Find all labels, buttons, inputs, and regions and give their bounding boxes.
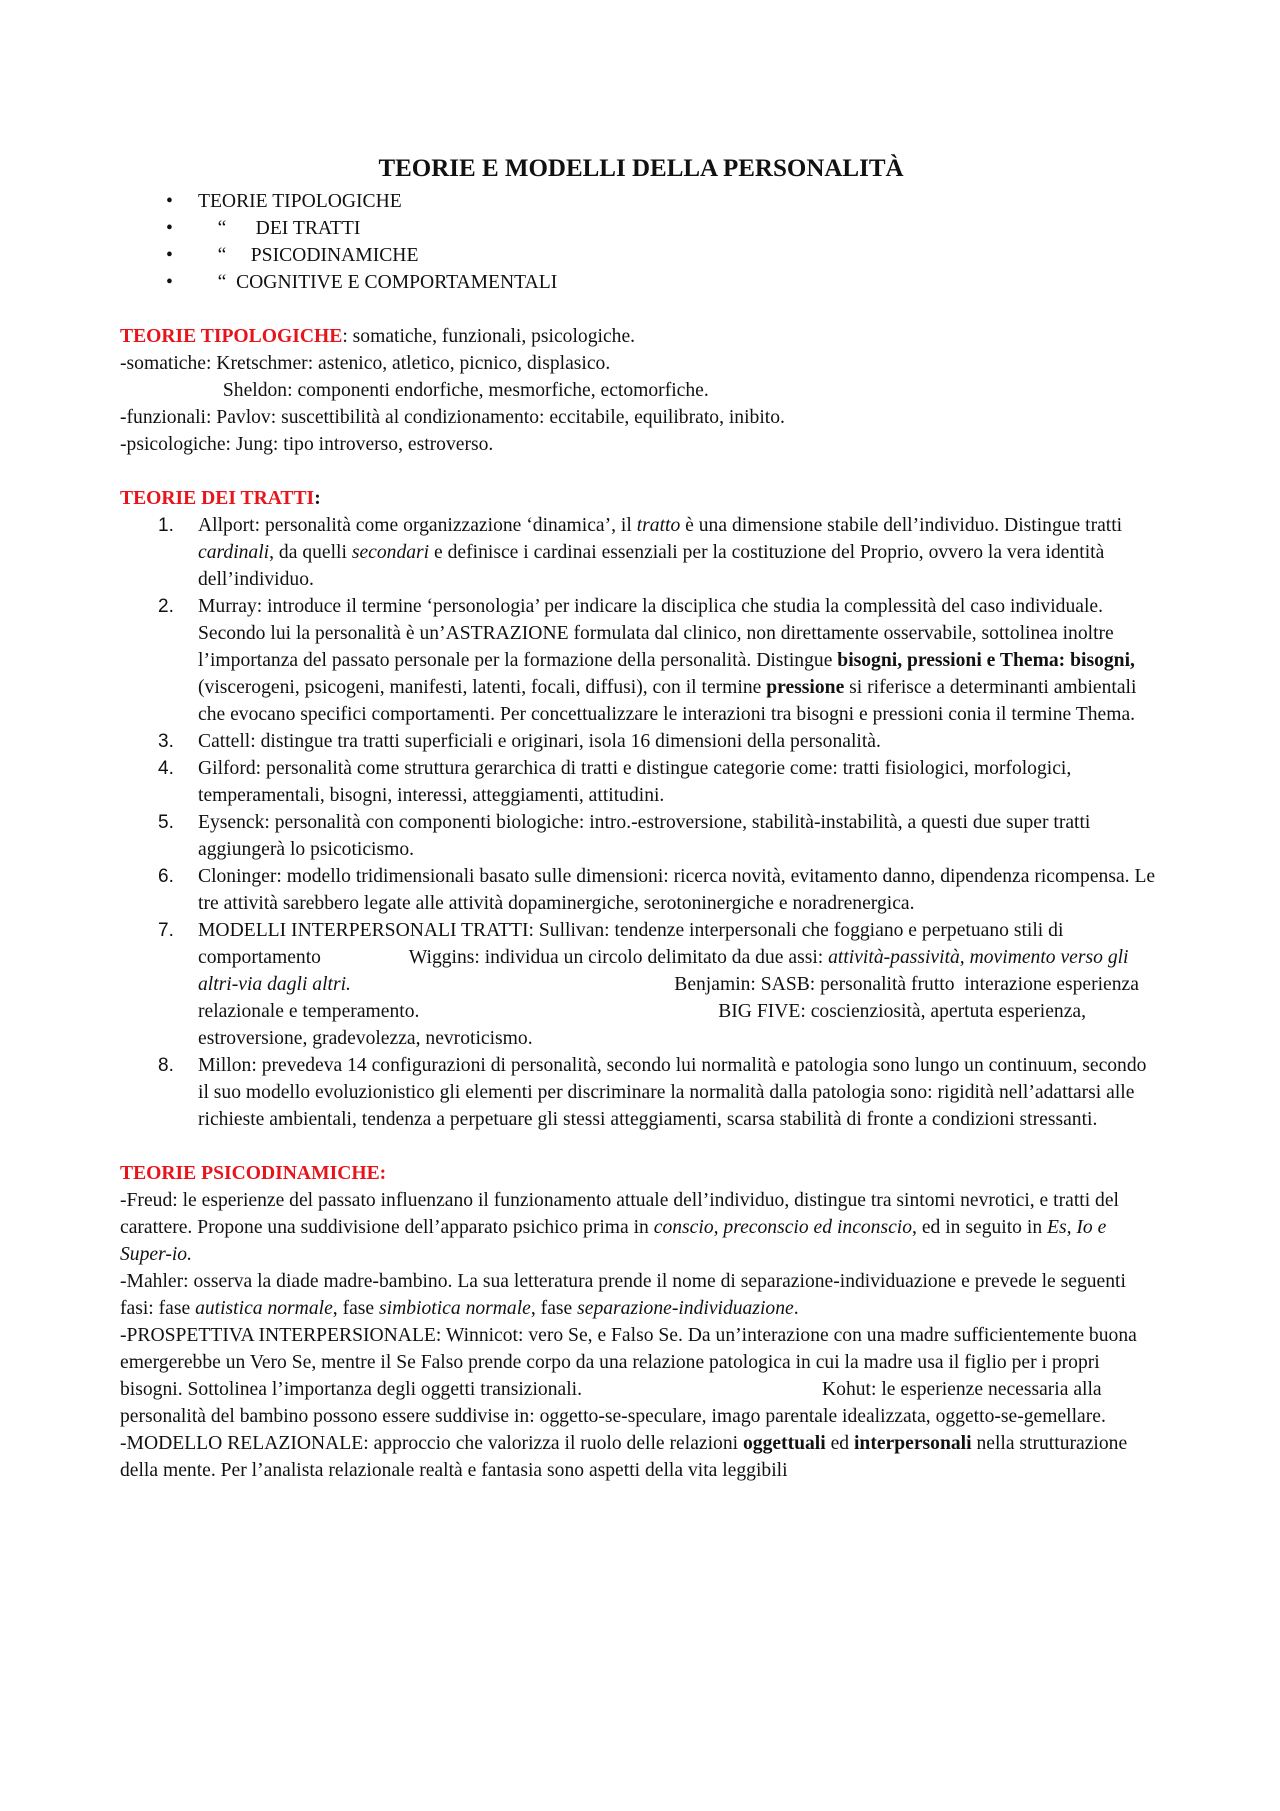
text-line: -somatiche: Kretschmer: astenico, atletico, picnico, displasico. (120, 353, 611, 374)
bullet-icon: • (166, 191, 173, 212)
text-run: MODELLI INTERPERSONALI TRATTI: Sullivan: tendenze interpersonali che foggiano e perpetuano stili di comportamento Wiggins: individua un circolo delimitato da due assi: (198, 920, 1069, 968)
bold-text: bisogni, pressioni e Thema: bisogni, (837, 650, 1135, 671)
bullet-icon: • (166, 272, 173, 293)
text-run: Allport: personalità come organizzazione ‘dinamica’, il (198, 515, 637, 536)
spacer (120, 1133, 1162, 1160)
italic-text: simbiotica normale (379, 1298, 531, 1319)
trait-item-text (198, 812, 1095, 860)
text-run: , ed in seguito in (912, 1217, 1048, 1238)
italic-text: autistica normale (195, 1298, 333, 1319)
text-run: Benjamin: SASB: personalità frutto interazione esperienza relazionale e temperamento. BIG FIVE: coscienziosità, apertuta esperienza, estroversione, gradevolezza, nevroticismo. (198, 974, 1144, 1049)
text-run: , da quelli (269, 542, 352, 563)
paragraph (120, 1322, 1162, 1430)
trait-item-text (198, 731, 881, 752)
bold-text: pressione (766, 677, 845, 698)
text-run: , fase (332, 1298, 380, 1319)
section-heading: TEORIE PSICODINAMICHE: (120, 1163, 387, 1184)
text-line: -funzionali: Pavlov: suscettibilità al condizionamento: eccitabile, equilibrato, inibito. (120, 407, 785, 428)
text-line: -psicologiche: Jung: tipo introverso, estroverso. (120, 434, 494, 455)
trait-item (120, 728, 1162, 755)
italic-text: secondari (351, 542, 430, 563)
list-number: 7. (158, 920, 174, 941)
italic-text: conscio, preconscio ed inconscio (653, 1217, 913, 1238)
page-title: TEORIE E MODELLI DELLA PERSONALITÀ (378, 155, 904, 182)
bullet-icon: • (166, 218, 173, 239)
list-number: 4. (158, 758, 174, 779)
spacer (120, 296, 1162, 323)
text-run: Murray: introduce il termine ‘personologia’ per indicare la disciplica che studia la complessità del caso individuale. Secondo lui la personalità è un’ASTRAZIONE formulata dal clinico, non direttamente osservabile, sottolinea inoltre l’importanza del passato personale per la formazione della personalità. Distingue (198, 596, 1119, 671)
outline-item-text: TEORIE TIPOLOGICHE (198, 191, 402, 212)
trait-item (120, 809, 1162, 863)
italic-text: Es, Io e Super-io. (120, 1217, 1112, 1265)
section-heading-rest: : somatiche, funzionali, psicologiche. (342, 326, 636, 347)
italic-text: separazione-individuazione (577, 1298, 794, 1319)
text-run: Eysenck: personalità con componenti biologiche: intro.-estroversione, stabilità-instabilità, a questi due super tratti aggiungerà lo psicoticismo. (198, 812, 1096, 860)
trait-item (120, 755, 1162, 809)
section-heading: TEORIE DEI TRATTI (120, 488, 315, 509)
list-number: 2. (158, 596, 174, 617)
trait-item-text (198, 758, 1076, 806)
list-number: 1. (158, 515, 174, 536)
text-run: Cattell: distingue tra tratti superficiali e originari, isola 16 dimensioni della personalità. (198, 731, 881, 752)
section-heading: TEORIE TIPOLOGICHE (120, 326, 343, 347)
text-run: ed (825, 1433, 854, 1454)
outline-item (120, 188, 1162, 215)
section-psicodinamiche (120, 1160, 1162, 1484)
spacer (120, 458, 1162, 485)
italic-text: cardinali (198, 542, 270, 563)
trait-item-text (198, 920, 1144, 1049)
trait-item (120, 593, 1162, 728)
outline-item-text: “ PSICODINAMICHE (198, 245, 419, 266)
trait-item (120, 512, 1162, 593)
text-run: Millon: prevedeva 14 configurazioni di personalità, secondo lui normalità e patologia sono lungo un continuum, secondo il suo modello evoluzionistico gli elementi per discriminare la normalità dalla patologia sono: rigidità nell’adattarsi alle richieste ambientali, tendenza a perpetuare gli stessi atteggiamenti, scarsa stabilità di fronte a condizioni stressanti. (198, 1055, 1152, 1130)
list-number: 5. (158, 812, 174, 833)
trait-item-text (198, 1055, 1151, 1130)
trait-item-text (198, 596, 1141, 725)
outline-item (120, 269, 1162, 296)
bullet-icon: • (166, 245, 173, 266)
section-heading-line (120, 485, 1162, 512)
trait-item-text (198, 866, 1160, 914)
text-run: è una dimensione stabile dell’individuo. Distingue tratti (680, 515, 1128, 536)
text-run: e definisce i cardinai essenziali per la costituzione del Proprio, ovvero la vera identità dell’individuo. (198, 542, 1110, 590)
text-run: Gilford: personalità come struttura gerarchica di tratti e distingue categorie come: tratti fisiologici, morfologici, temperamentali, bisogni, interessi, atteggiamenti, attitudini. (198, 758, 1077, 806)
traits-list (120, 512, 1162, 1133)
section-lines (120, 350, 1162, 458)
list-number: 6. (158, 866, 174, 887)
italic-text: tratto (636, 515, 681, 536)
text-run: -Freud: le esperienze del passato influenzano il funzionamento attuale dell’individuo, distingue tra sintomi nevrotici, e tratti del carattere. Propone una suddivisione dell’apparato psichico prima in (120, 1190, 1124, 1238)
trait-item (120, 863, 1162, 917)
section-heading-line (120, 1160, 1162, 1187)
text-run: -PROSPETTIVA INTERPERSIONALE: Winnicot: vero Se, e Falso Se. Da un’interazione con una madre sufficientemente buona emergerebbe un Vero Se, mentre il Se Falso prende corpo da una relazione patologica in cui la madre usa il figlio per i propri bisogni. Sottolinea l’importanza degli oggetti transizionali. Kohut: le esperienze necessaria alla personalità del bambino possono essere suddivise in: oggetto-se-speculare, imago parentale idealizzata, oggetto-se-gemellare. (120, 1325, 1142, 1427)
bold-text: interpersonali (853, 1433, 972, 1454)
list-number: 3. (158, 731, 174, 752)
text-run: Cloninger: modello tridimensionali basato sulle dimensioni: ricerca novità, evitamento danno, dipendenza ricompensa. Le tre attività sarebbero legate alle attività dopaminergiche, serotoninergiche e noradrenergica. (198, 866, 1161, 914)
paragraph (120, 1187, 1162, 1268)
outline-item (120, 215, 1162, 242)
outline-item-text: “ DEI TRATTI (198, 218, 361, 239)
text-run: (viscerogeni, psicogeni, manifesti, latenti, focali, diffusi), con il termine (198, 650, 1140, 698)
section-paragraphs (120, 1187, 1162, 1484)
section-heading-rest: : (314, 488, 321, 509)
text-line: Sheldon: componenti endorfiche, mesmorfiche, ectomorfiche. (120, 380, 709, 401)
outline-item-text: “ COGNITIVE E COMPORTAMENTALI (198, 272, 558, 293)
italic-text: attività-passività, movimento verso gli altri-via dagli altri. (198, 947, 1134, 995)
text-run: si riferisce a determinanti ambientali che evocano specifici comportamenti. Per concettualizzare le interazioni tra bisogni e pressioni conia il termine Thema. (198, 677, 1142, 725)
paragraph (120, 1268, 1162, 1322)
text-run: nella strutturazione della mente. Per l’analista relazionale realtà e fantasia sono aspetti della vita leggibili (120, 1433, 1133, 1481)
text-run: -Mahler: osserva la diade madre-bambino. La sua letteratura prende il nome di separazione-individuazione e prevede le seguenti fasi: fase (120, 1271, 1131, 1319)
trait-item (120, 1052, 1162, 1133)
section-heading-line (120, 323, 1162, 350)
text-run: . (793, 1298, 799, 1319)
text-run: -MODELLO RELAZIONALE: approccio che valorizza il ruolo delle relazioni (120, 1433, 743, 1454)
outline-item (120, 242, 1162, 269)
bold-text: oggettuali (742, 1433, 826, 1454)
trait-item (120, 917, 1162, 1052)
paragraph (120, 1430, 1162, 1484)
section-tratti (120, 485, 1162, 1133)
section-tipologiche (120, 323, 1162, 458)
outline-list (120, 188, 1162, 296)
trait-item-text (198, 515, 1127, 590)
text-run: , fase (530, 1298, 578, 1319)
list-number: 8. (158, 1055, 174, 1076)
